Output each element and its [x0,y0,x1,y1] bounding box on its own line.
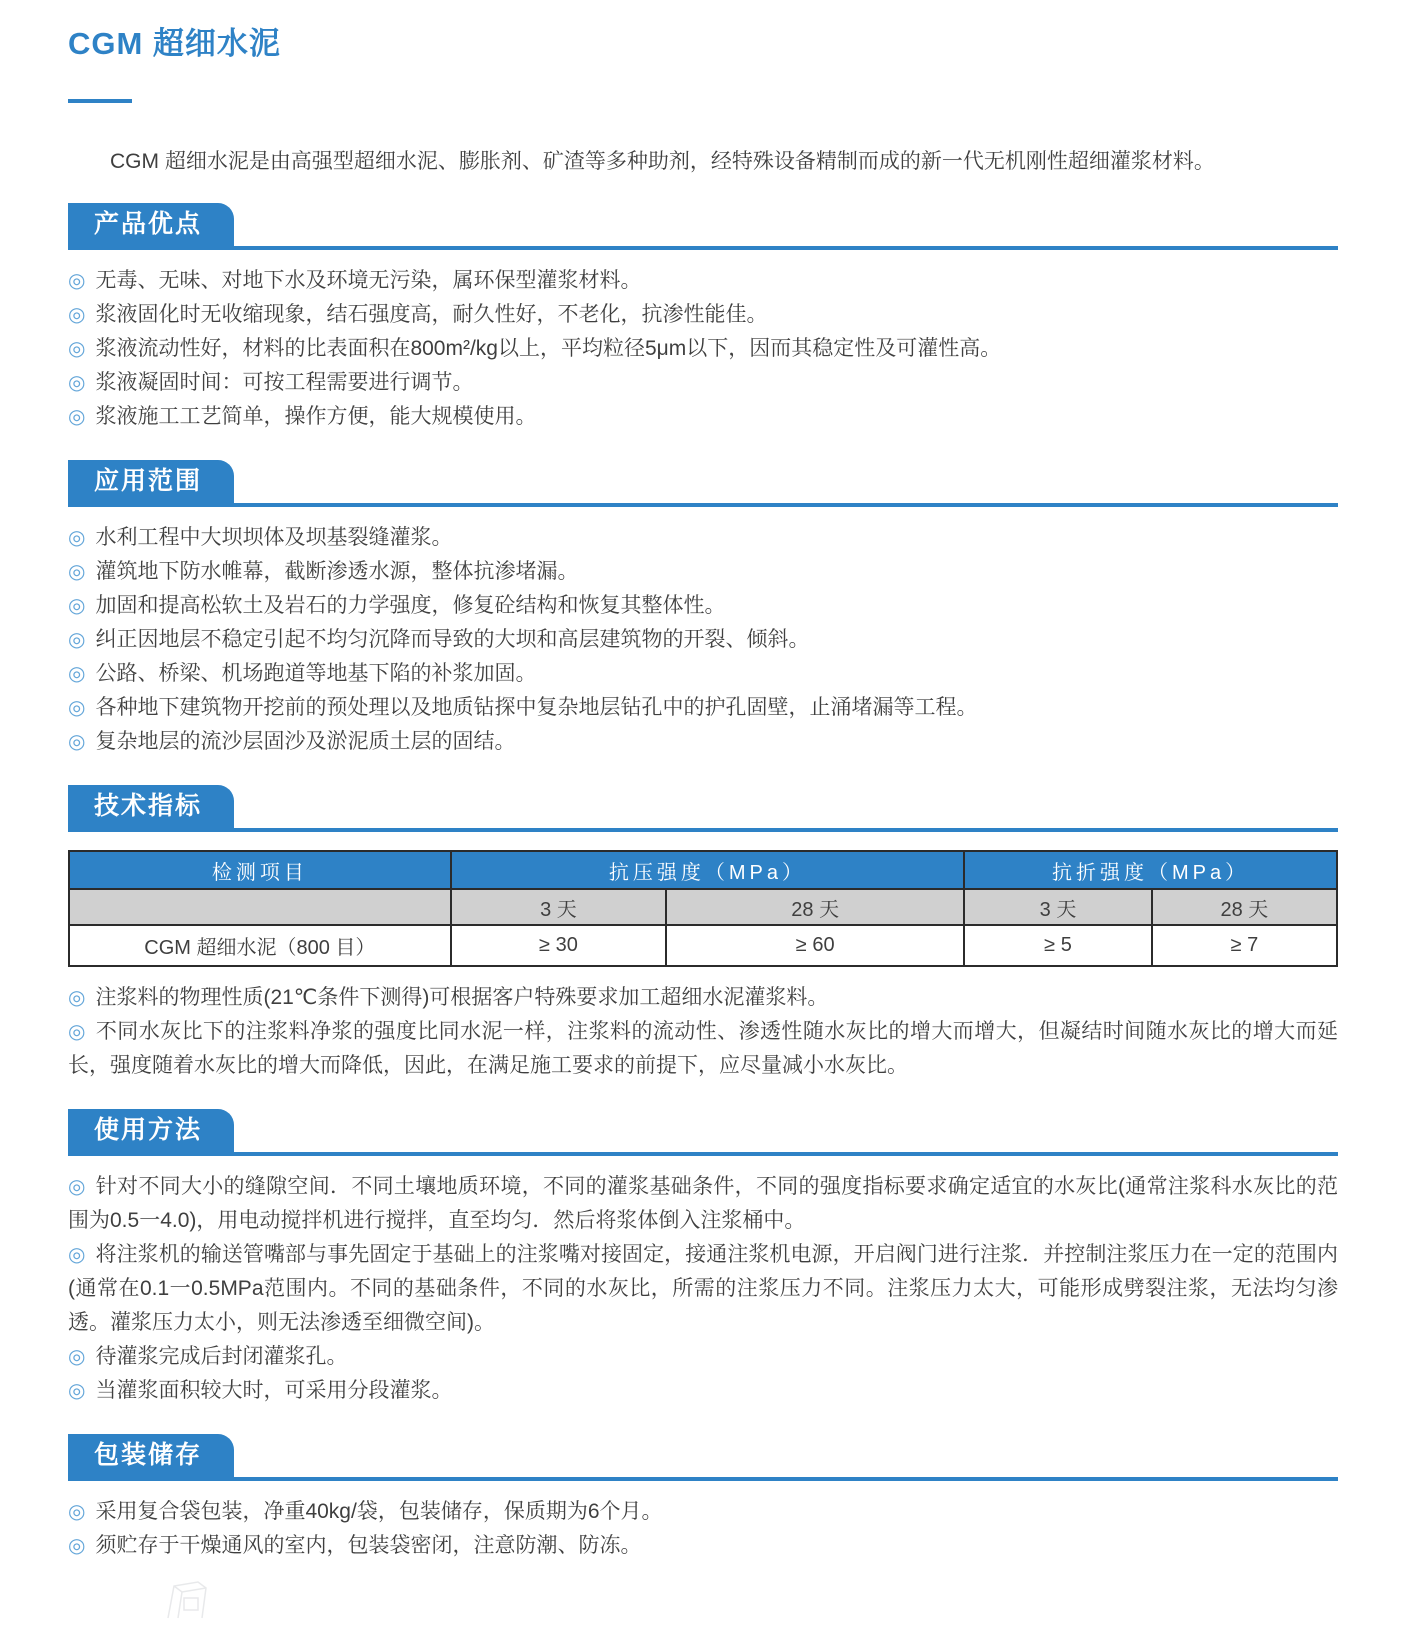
bullet-circle-icon: ◎ [68,372,86,394]
list-item [68,657,1338,691]
section-technical-specs [68,785,1338,1083]
bullet-text: 无毒、无味、对地下水及环境无污染，属环保型灌浆材料。 [95,269,642,292]
bullet-text: 浆液固化时无收缩现象，结石强度高，耐久性好，不老化，抗渗性能佳。 [95,303,768,326]
table-subheader-cell: 3 天 [451,889,667,925]
table-cell-value: ≥ 5 [964,925,1152,966]
list-item [68,400,1338,434]
bullet-circle-icon: ◎ [68,595,86,617]
intro-paragraph: CGM 超细水泥是由高强型超细水泥、膨胀剂、矿渣等多种助剂，经特殊设备精制而成的新一代无机刚性超细灌浆材料。 [110,150,1215,173]
table-row [69,925,1337,966]
page-title: CGM 超细水泥 [68,26,281,61]
bullet-circle-icon: ◎ [68,406,86,428]
section-application-scope [68,460,1338,759]
section-usage-method [68,1109,1338,1408]
bullet-circle-icon: ◎ [68,1176,86,1198]
list-item [68,298,1338,332]
bullet-text: 公路、桥梁、机场跑道等地基下陷的补浆加固。 [95,662,537,685]
table-header-flexural: 抗折强度（MPa） [964,851,1337,889]
specs-table [68,850,1338,967]
bullet-circle-icon: ◎ [68,1501,86,1523]
bullet-text: 浆液凝固时间：可按工程需要进行调节。 [95,371,474,394]
bullet-circle-icon: ◎ [68,1244,86,1266]
bullet-circle-icon: ◎ [68,561,86,583]
bullet-text: 注浆料的物理性质(21℃条件下测得)可根据客户特殊要求加工超细水泥灌浆料。 [95,986,829,1009]
bullet-circle-icon: ◎ [68,697,86,719]
section-heading-badge: 应用范围 [68,460,234,503]
bullet-text: 灌筑地下防水帷幕，截断渗透水源，整体抗渗堵漏。 [95,560,579,583]
section-header [68,785,1338,832]
list-item [68,1340,1338,1374]
bullet-text: 采用复合袋包装，净重40kg/袋，包装储存，保质期为6个月。 [95,1500,663,1523]
bullet-circle-icon: ◎ [68,304,86,326]
bullet-circle-icon: ◎ [68,629,86,651]
list-item [68,332,1338,366]
list-item [68,1529,1338,1563]
list-item [68,691,1338,725]
bullet-list [68,981,1338,1083]
bullet-circle-icon: ◎ [68,663,86,685]
list-item [68,589,1338,623]
list-item [68,1374,1338,1408]
list-item [68,1238,1338,1340]
bullet-circle-icon: ◎ [68,270,86,292]
bullet-text: 复杂地层的流沙层固沙及淤泥质土层的固结。 [95,730,516,753]
section-header [68,1434,1338,1481]
bullet-circle-icon: ◎ [68,1346,86,1368]
bullet-text: 须贮存于干燥通风的室内，包装袋密闭，注意防潮、防冻。 [95,1534,642,1557]
bullet-text: 各种地下建筑物开挖前的预处理以及地质钻探中复杂地层钻孔中的护孔固壁，止涌堵漏等工程。 [95,696,978,719]
bullet-list [68,1495,1338,1563]
bullet-text: 当灌浆面积较大时，可采用分段灌浆。 [95,1379,453,1402]
table-cell-product-name: CGM 超细水泥（800 目） [69,925,451,966]
list-item [68,1015,1338,1083]
list-item [68,981,1338,1015]
table-subheader-cell: 28 天 [666,889,964,925]
section-heading-badge: 产品优点 [68,203,234,246]
bullet-circle-icon: ◎ [68,338,86,360]
section-heading-badge: 技术指标 [68,785,234,828]
table-cell-value: ≥ 7 [1152,925,1337,966]
title-underline-rule [68,99,132,103]
table-header-item: 检测项目 [69,851,451,889]
section-header [68,460,1338,507]
bullet-text: 加固和提高松软土及岩石的力学强度，修复砼结构和恢复其整体性。 [95,594,726,617]
table-cell-value: ≥ 60 [666,925,964,966]
table-subheader-empty [69,889,451,925]
list-item [68,264,1338,298]
bullet-text: 针对不同大小的缝隙空间．不同土壤地质环境，不同的灌浆基础条件，不同的强度指标要求确定适宜的水灰比(通常注浆科水灰比的范围为0.5一4.0)，用电动搅拌机进行搅拌，直至均匀．然后将浆体倒入注浆桶中。 [68,1175,1338,1232]
bullet-text: 浆液施工工艺简单，操作方便，能大规模使用。 [95,405,537,428]
bullet-text: 水利工程中大坝坝体及坝基裂缝灌浆。 [95,526,453,549]
bullet-circle-icon: ◎ [68,731,86,753]
bullet-text: 将注浆机的输送管嘴部与事先固定于基础上的注浆嘴对接固定，接通注浆机电源，开启阀门进行注浆．并控制注浆压力在一定的范围内(通常在0.1一0.5MPa范围内。不同的基础条件，不同的水灰比，所需的注浆压力不同。注浆压力太大，可能形成劈裂注浆，无法均匀渗透。灌浆压力太小，则无法渗透至细微空间)。 [68,1243,1338,1334]
bullet-text: 纠正因地层不稳定引起不均匀沉降而导致的大坝和高层建筑物的开裂、倾斜。 [95,628,810,651]
table-header-row [69,851,1337,889]
bullet-circle-icon: ◎ [68,1535,86,1557]
section-packaging-storage [68,1434,1338,1563]
bullet-list [68,521,1338,759]
bullet-list [68,264,1338,434]
bullet-list [68,1170,1338,1408]
section-product-advantages [68,203,1338,434]
bullet-circle-icon: ◎ [68,1021,86,1043]
faded-package-image [140,1580,270,1625]
list-item [68,1170,1338,1238]
list-item [68,521,1338,555]
table-cell-value: ≥ 30 [451,925,667,966]
list-item [68,1495,1338,1529]
list-item [68,366,1338,400]
bullet-circle-icon: ◎ [68,527,86,549]
table-header-compressive: 抗压强度（MPa） [451,851,965,889]
bullet-text: 待灌浆完成后封闭灌浆孔。 [95,1345,348,1368]
list-item [68,555,1338,589]
table-subheader-row [69,889,1337,925]
list-item [68,623,1338,657]
bullet-text: 不同水灰比下的注浆料净浆的强度比同水泥一样，注浆料的流动性、渗透性随水灰比的增大而增大，但凝结时间随水灰比的增大而延长，强度随着水灰比的增大而降低，因此，在满足施工要求的前提下，应尽量减小水灰比。 [68,1020,1338,1077]
document-page [0,18,1406,1563]
section-header [68,203,1338,250]
section-header [68,1109,1338,1156]
bullet-circle-icon: ◎ [68,987,86,1009]
table-subheader-cell: 3 天 [964,889,1152,925]
bullet-circle-icon: ◎ [68,1380,86,1402]
table-subheader-cell: 28 天 [1152,889,1337,925]
section-heading-badge: 使用方法 [68,1109,234,1152]
bullet-text: 浆液流动性好，材料的比表面积在800m²/kg以上，平均粒径5μm以下，因而其稳定性及可灌性高。 [95,337,1002,360]
list-item [68,725,1338,759]
section-heading-badge: 包装储存 [68,1434,234,1477]
